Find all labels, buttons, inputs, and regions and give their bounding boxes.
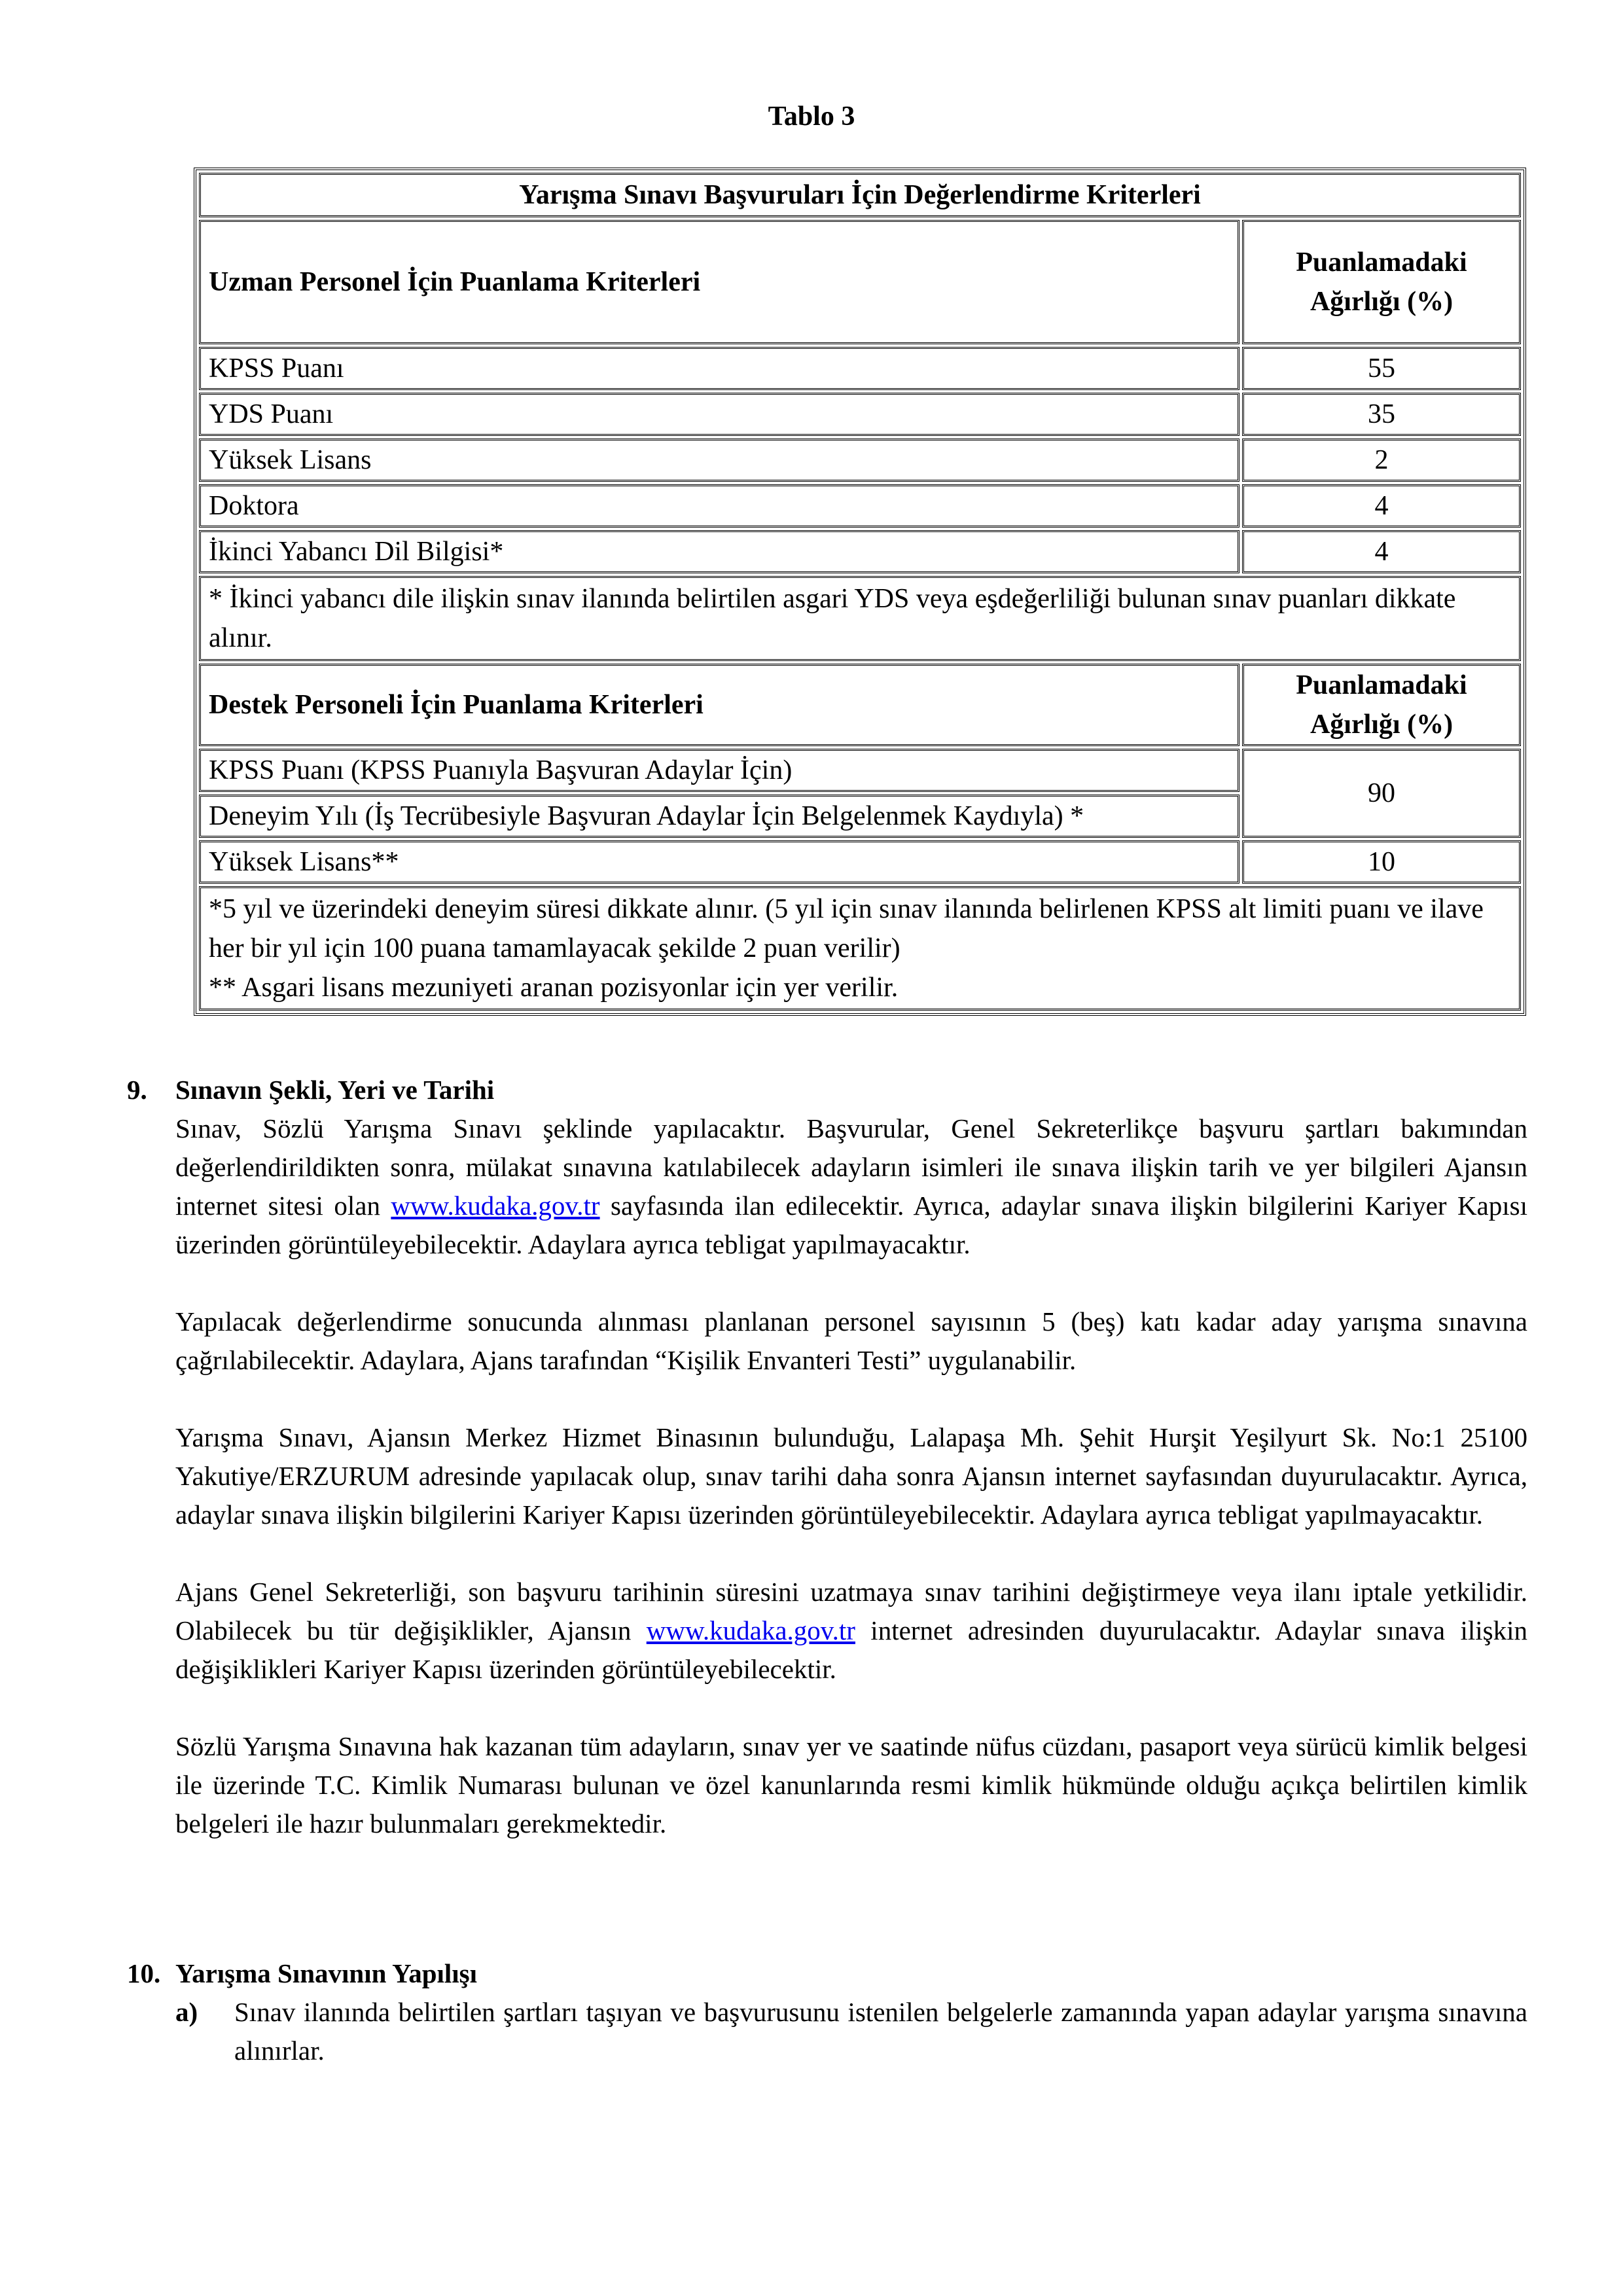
kudaka-link[interactable]: www.kudaka.gov.tr bbox=[646, 1615, 855, 1645]
uzman-section-header: Uzman Personel İçin Puanlama Kriterleri bbox=[199, 220, 1240, 344]
section-9 bbox=[127, 1071, 1527, 1843]
criterion-cell: İkinci Yabancı Dil Bilgisi* bbox=[199, 530, 1240, 573]
section-10 bbox=[127, 1954, 1527, 2070]
destek-footnote bbox=[199, 886, 1521, 1011]
table-row bbox=[199, 484, 1521, 528]
weight-header-line1: Puanlamadaki bbox=[1296, 247, 1467, 278]
uzman-footnote: * İkinci yabancı dile ilişkin sınav ilanında belirtilen asgari YDS veya eşdeğerliliği bulunan sınav puanları dikkate alınır. bbox=[199, 576, 1521, 661]
paragraph bbox=[175, 1573, 1527, 1689]
weight-header-line2: Ağırlığı (%) bbox=[1310, 287, 1454, 317]
paragraph-text: Sınav, Sözlü Yarışma Sınavı şeklinde yapılacaktır. Başvurular, Genel Sekreterlikçe başvuru şartları bakımından değerlendirildikten sonra, mülakat sınavına katılabilecek adayların isimleri ile sınava ilişkin tarih ve yer bilgileri Ajansın internet sitesi olan bbox=[175, 1113, 1527, 1221]
paragraph-text: internet adresinden duyurulacaktır. Adaylar sınava ilişkin değişiklikleri Kariyer Kapısı üzerinden görüntüleyebilecektir. bbox=[175, 1615, 1528, 1684]
weight-cell: 4 bbox=[1242, 530, 1521, 573]
destek-section-header: Destek Personeli İçin Puanlama Kriterleri bbox=[199, 664, 1240, 746]
criterion-cell: Yüksek Lisans bbox=[199, 439, 1240, 482]
weight-cell: 35 bbox=[1242, 393, 1521, 436]
footnote-line: *5 yıl ve üzerindeki deneyim süresi dikkate alınır. (5 yıl için sınav ilanında belirlenen KPSS alt limiti puanı ve ilave her bir yıl için 100 puana tamamlayacak şekilde 2 puan verilir) bbox=[209, 894, 1484, 963]
table-row bbox=[199, 393, 1521, 436]
paragraph: Yapılacak değerlendirme sonucunda alınması planlanan personel sayısının 5 (beş) katı kadar aday yarışma sınavına çağrılabilecektir. Adaylara, Ajans tarafından “Kişilik Envanteri Testi” uygulanabilir. bbox=[175, 1306, 1527, 1375]
weight-cell: 4 bbox=[1242, 484, 1521, 528]
weight-cell: 2 bbox=[1242, 439, 1521, 482]
criterion-cell: YDS Puanı bbox=[199, 393, 1240, 436]
section-heading bbox=[127, 1954, 1527, 1993]
weight-cell: 10 bbox=[1242, 840, 1521, 884]
weight-header-line1: Puanlamadaki bbox=[1296, 670, 1467, 700]
table-title: Yarışma Sınavı Başvuruları İçin Değerlendirme Kriterleri bbox=[199, 173, 1521, 217]
merged-weight-cell: 90 bbox=[1242, 749, 1521, 838]
destek-weight-header bbox=[1242, 664, 1521, 746]
criterion-cell: Doktora bbox=[199, 484, 1240, 528]
list-item-label: a) bbox=[175, 1997, 198, 2027]
table-row bbox=[199, 840, 1521, 884]
paragraph bbox=[175, 1109, 1527, 1264]
weight-cell: 55 bbox=[1242, 347, 1521, 390]
section-heading bbox=[127, 1071, 1527, 1109]
paragraph-text: Ajans Genel Sekreterliği, son başvuru tarihinin süresini uzatmaya sınav tarihini değiştirmeye veya ilanı iptale yetkilidir. Olabilecek bu tür değişiklikler, Ajansın bbox=[175, 1577, 1527, 1645]
criterion-cell: KPSS Puanı (KPSS Puanıyla Başvuran Adaylar İçin) bbox=[199, 749, 1240, 792]
list-item-text: Sınav ilanında belirtilen şartları taşıyan ve başvurusunu istenilen belgelerle zamanında yapan adaylar yarışma sınavına alınırlar. bbox=[234, 1997, 1527, 2066]
paragraph: Sözlü Yarışma Sınavına hak kazanan tüm adayların, sınav yer ve saatinde nüfus cüzdanı, pasaport veya sürücü kimlik belgesi ile üzerinde T.C. Kimlik Numarası bulunan ve özel kanunlarında resmi kimlik hükmünde olduğu açıkça belirtilen kimlik belgeleri ile hazır bulunmaları gerekmektedir. bbox=[175, 1731, 1527, 1839]
section-title: Sınavın Şekli, Yeri ve Tarihi bbox=[175, 1075, 495, 1105]
criterion-cell: Yüksek Lisans** bbox=[199, 840, 1240, 884]
evaluation-criteria-table bbox=[194, 168, 1526, 1016]
criterion-cell: Deneyim Yılı (İş Tecrübesiyle Başvuran Adaylar İçin Belgelenmek Kaydıyla) * bbox=[199, 795, 1240, 838]
table-row bbox=[199, 530, 1521, 573]
weight-header-line2: Ağırlığı (%) bbox=[1310, 709, 1454, 740]
kudaka-link[interactable]: www.kudaka.gov.tr bbox=[391, 1191, 600, 1221]
paragraph: Yarışma Sınavı, Ajansın Merkez Hizmet Binasının bulunduğu, Lalapaşa Mh. Şehit Hurşit Yeşilyurt Sk. No:1 25100 Yakutiye/ERZURUM adresinde yapılacak olup, sınav tarihi daha sonra Ajansın internet sayfasından duyurulacaktır. Ayrıca, adaylar sınava ilişkin bilgilerini Kariyer Kapısı üzerinden görüntüleyebilecektir. Adaylara ayrıca tebligat yapılmayacaktır. bbox=[175, 1422, 1527, 1530]
section-number: 10. bbox=[127, 1958, 161, 1988]
table-row bbox=[199, 347, 1521, 390]
table-row bbox=[199, 439, 1521, 482]
footnote-line: ** Asgari lisans mezuniyeti aranan pozisyonlar için yer verilir. bbox=[209, 973, 899, 1003]
paragraph-text: sayfasında ilan edilecektir. Ayrıca, adaylar sınava ilişkin bilgilerini Kariyer Kapısı üzerinden görüntüleyebilecektir. Adaylara ayrıca tebligat yapılmayacaktır. bbox=[175, 1191, 1527, 1259]
criterion-cell: KPSS Puanı bbox=[199, 347, 1240, 390]
table-row bbox=[199, 749, 1521, 792]
list-item bbox=[175, 1993, 1527, 2070]
table-caption: Tablo 3 bbox=[768, 101, 855, 132]
section-number: 9. bbox=[127, 1075, 147, 1105]
uzman-weight-header bbox=[1242, 220, 1521, 344]
section-title: Yarışma Sınavının Yapılışı bbox=[175, 1958, 478, 1988]
